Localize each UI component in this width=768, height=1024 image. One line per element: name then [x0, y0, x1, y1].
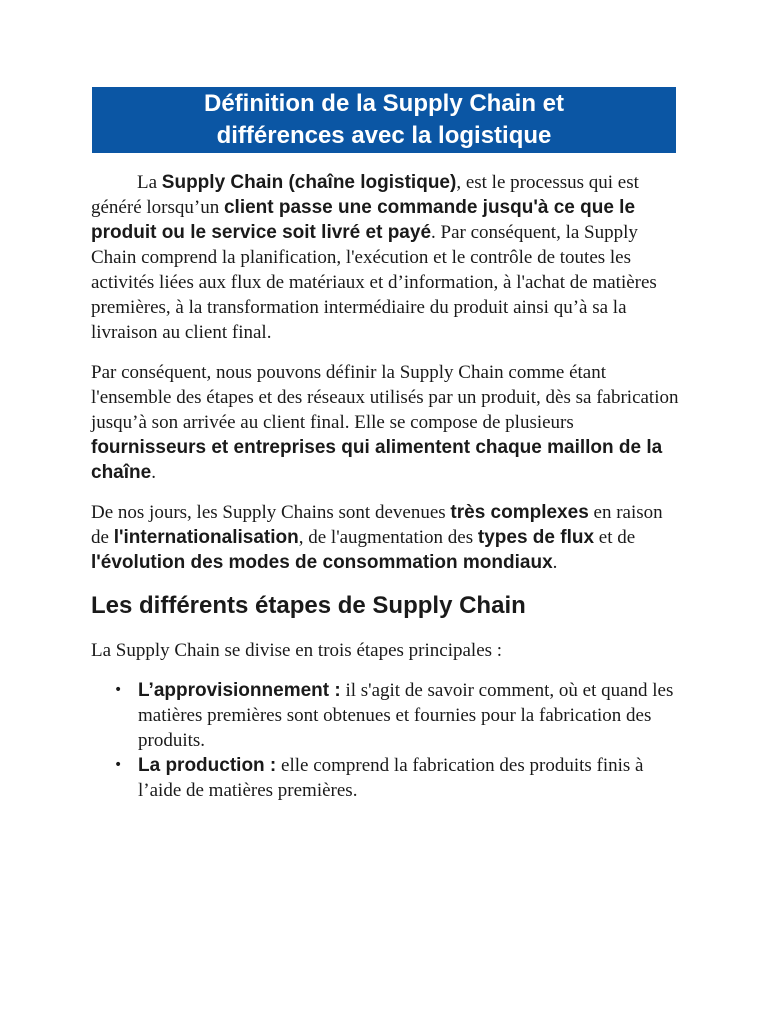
text-run: La — [137, 172, 162, 193]
step-text: il s'agit de savoir comment, où et quand les matières premières sont obtenues et fournies pour la fabrication des produits. — [138, 680, 674, 751]
bold-run: très complexes — [450, 502, 589, 523]
document-body — [91, 170, 681, 803]
bold-run: l'internationalisation — [113, 527, 299, 548]
step-label: La production : — [138, 755, 277, 776]
bold-run: l'évolution des modes de consommation mondiaux — [91, 552, 553, 573]
paragraph-consequence — [91, 360, 681, 485]
bold-run: Supply Chain (chaîne logistique) — [161, 172, 457, 193]
title-line-1: Définition de la Supply Chain et — [203, 90, 565, 117]
section-heading: Les différents étapes de Supply Chain — [91, 592, 526, 619]
text-run: , est le processus qui est généré lorsqu’un — [91, 172, 639, 218]
title-line-2: différences avec la logistique — [216, 122, 552, 149]
bold-run: types de flux — [477, 527, 595, 548]
text-run: en raison de — [91, 502, 663, 548]
text-run: , de l'augmentation des — [298, 527, 478, 548]
title-banner — [92, 87, 676, 153]
bold-run: client passe une commande jusqu'à ce que le produit ou le service soit livré et payé — [91, 197, 636, 243]
text-run: et de — [594, 527, 636, 548]
bold-run: fournisseurs et entreprises qui alimentent chaque maillon de la chaîne — [91, 437, 663, 483]
step-text: elle comprend la fabrication des produits finis à l’aide de matières premières. — [138, 755, 644, 801]
text-run: . Par conséquent, la Supply Chain comprend la planification, l'exécution et le contrôle de toutes les activités liées aux flux de matériaux et d’information, à l'achat de matières premières, à la transformation intermédiaire du produit ainsi qu’à sa la livraison au client final. — [91, 222, 657, 343]
step-label: L’approvisionnement : — [138, 680, 341, 701]
text-run: Par conséquent, nous pouvons définir la Supply Chain comme étant l'ensemble des étapes et des réseaux utilisés par un produit, dès sa fabrication jusqu’à son arrivée au client final. Elle se compose de plusieurs — [91, 362, 679, 433]
list-item — [114, 753, 681, 803]
text-run: . — [151, 462, 156, 483]
text-run: . — [552, 552, 558, 573]
list-item — [114, 678, 681, 753]
paragraph-complexity — [91, 500, 681, 575]
section-intro: La Supply Chain se divise en trois étapes principales : — [91, 640, 503, 661]
steps-list — [91, 678, 681, 803]
paragraph-definition — [91, 170, 681, 345]
bullet-icon: • — [114, 682, 123, 698]
text-run: De nos jours, les Supply Chains sont devenues — [91, 502, 451, 523]
bullet-icon: • — [114, 757, 123, 773]
